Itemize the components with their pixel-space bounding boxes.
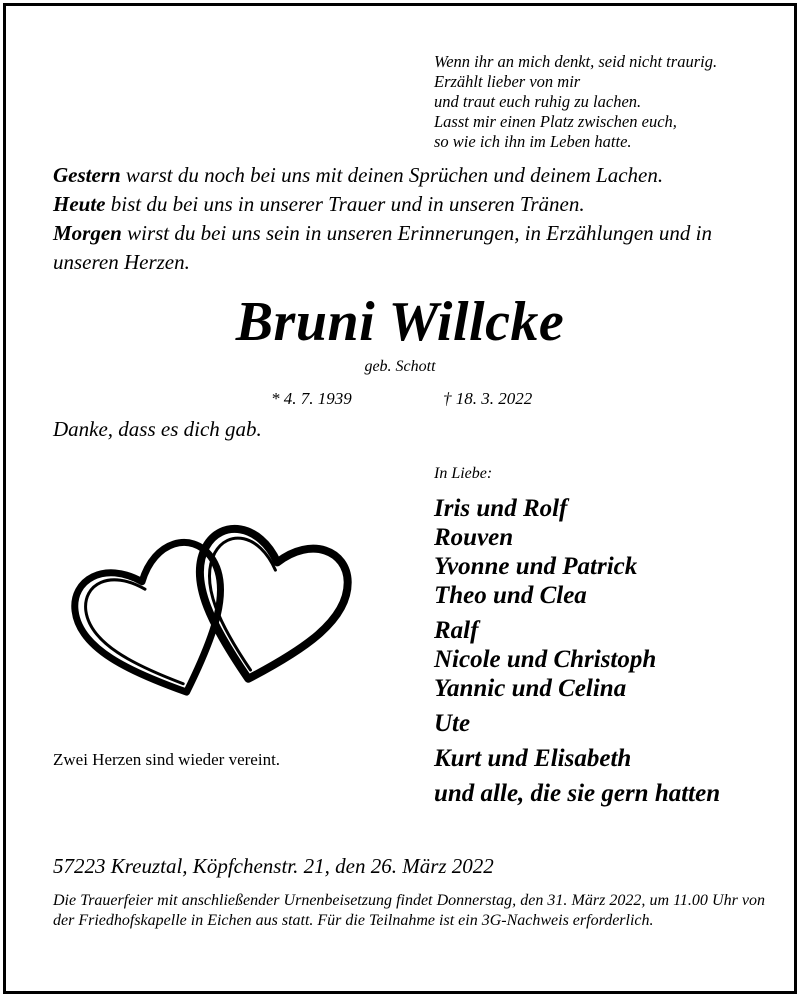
birth-date: * 4. 7. 1939 bbox=[271, 389, 352, 408]
obituary-notice bbox=[3, 3, 797, 994]
deceased-name: Bruni Willcke bbox=[235, 291, 565, 353]
mourner-line: Nicole und Christoph bbox=[434, 646, 657, 673]
mourner-line: Yvonne und Patrick bbox=[434, 553, 638, 580]
mourner-line: Rouven bbox=[434, 524, 514, 551]
poem-line: Erzählt lieber von mir bbox=[434, 72, 581, 91]
address-line: 57223 Kreuztal, Köpfchenstr. 21, den 26. März 2022 bbox=[53, 854, 494, 878]
mourner-line: Theo und Clea bbox=[434, 582, 587, 609]
poem-line: Lasst mir einen Platz zwischen euch, bbox=[434, 112, 677, 131]
mourner-line: Kurt und Elisabeth bbox=[434, 745, 632, 772]
poem-line: so wie ich ihn im Leben hatte. bbox=[434, 132, 632, 151]
verse-yesterday bbox=[53, 161, 765, 190]
death-date: † 18. 3. 2022 bbox=[443, 389, 533, 408]
verse-lead: Heute bbox=[53, 192, 106, 216]
verse-lead: Gestern bbox=[53, 163, 121, 187]
poem-line: und traut euch ruhig zu lachen. bbox=[434, 92, 642, 111]
memorial-verses bbox=[53, 161, 765, 277]
two-hearts-icon bbox=[66, 494, 376, 714]
mourner-line: Yannic und Celina bbox=[434, 675, 627, 702]
poem-line: Wenn ihr an mich denkt, seid nicht traurig. bbox=[434, 52, 718, 71]
poem bbox=[434, 52, 717, 152]
mourner-line: Ute bbox=[434, 710, 471, 737]
verse-today bbox=[53, 190, 765, 219]
in-love-label: In Liebe: bbox=[434, 465, 493, 482]
mourners-list bbox=[434, 494, 720, 808]
verse-text: warst du noch bei uns mit deinen Sprüchen und deinem Lachen. bbox=[120, 163, 664, 187]
maiden-name: geb. Schott bbox=[364, 358, 436, 375]
mourner-line: und alle, die sie gern hatten bbox=[434, 780, 721, 807]
hearts-caption: Zwei Herzen sind wieder vereint. bbox=[53, 750, 281, 769]
verse-text: wirst du bei uns sein in unseren Erinnerungen, in Erzählungen und in unseren Herzen. bbox=[53, 221, 712, 274]
mourner-line: Iris und Rolf bbox=[434, 495, 568, 522]
funeral-notice: Die Trauerfeier mit anschließender Urnenbeisetzung findet Donnerstag, den 31. März 2022, um 11.00 Uhr von der Friedhofskapelle in Eichen aus statt. Für die Teilnahme ist ein 3G-Nachweis erforderlich. bbox=[53, 892, 765, 929]
verse-text: bist du bei uns in unserer Trauer und in unseren Tränen. bbox=[105, 192, 585, 216]
verse-lead: Morgen bbox=[53, 221, 122, 245]
verse-tomorrow bbox=[53, 219, 765, 277]
mourner-line: Ralf bbox=[434, 617, 479, 644]
thanks-line: Danke, dass es dich gab. bbox=[53, 417, 262, 441]
